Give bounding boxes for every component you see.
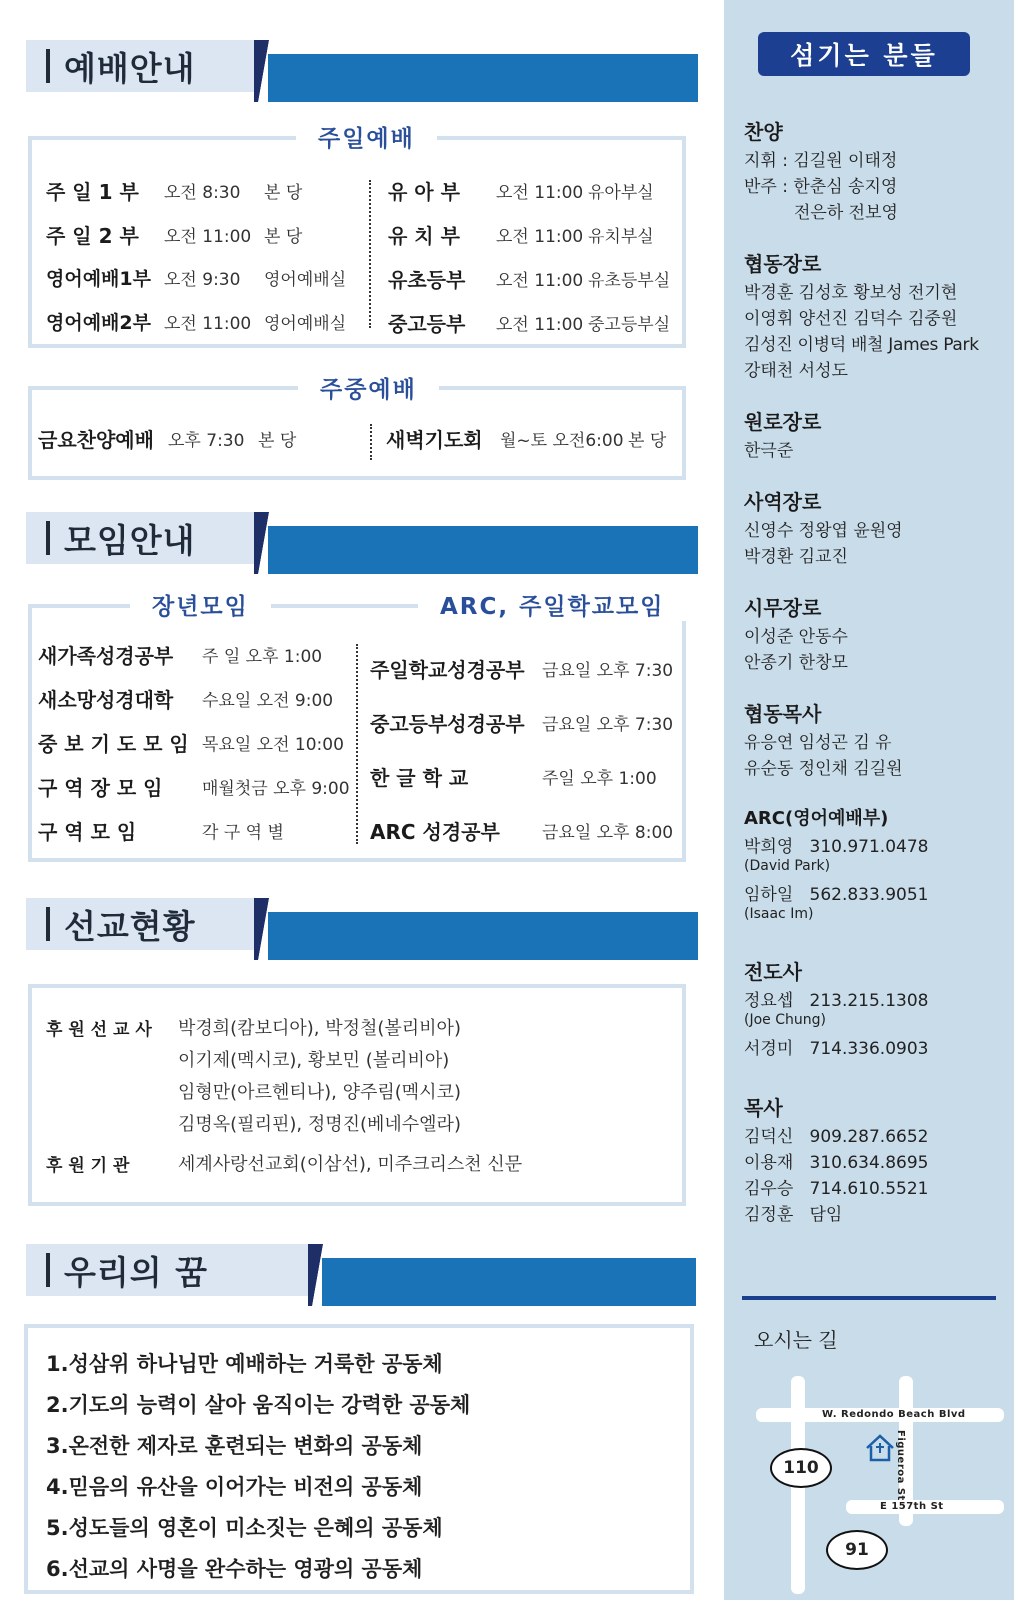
sunday-row-6: 유 치 부 오전 11:00 유치부실: [388, 224, 654, 248]
dream-item-1: 1.성삼위 하나님만 예배하는 거룩한 공동체: [46, 1352, 443, 1376]
evangelist-1-en: (Joe Chung): [744, 1012, 826, 1028]
praise-line-2: 반주 : 한춘심 송지영: [744, 177, 898, 197]
evangelist-2: 서경미 714.336.0903: [744, 1039, 929, 1059]
ministry-line: 신영수 정왕엽 윤원영: [744, 521, 903, 541]
servers-title: 섬기는 분들: [758, 32, 970, 76]
dream-box: [24, 1324, 694, 1594]
meeting-header-text: 모임안내: [64, 520, 196, 560]
ministry-line: 박경환 김교진: [744, 547, 848, 567]
dream-item-3: 3.온전한 제자로 훈련되는 변화의 공동체: [46, 1434, 423, 1458]
coop-pastor-line: 유응연 임성곤 김 유: [744, 733, 892, 753]
highway-91-marker: 91: [826, 1530, 888, 1570]
evangelist-heading: 전도사: [744, 960, 802, 984]
meeting-left-1: 새가족성경공부 주 일 오후 1:00: [38, 644, 323, 668]
meeting-section-header: [26, 512, 698, 574]
office-line: 안종기 한창모: [744, 653, 848, 673]
weekday-row-1: 금요찬양예배 오후 7:30 본 당: [38, 428, 297, 452]
servers-sidebar: [724, 0, 1014, 1600]
coop-elders-line: 이영휘 양선진 김덕수 김중원: [744, 309, 958, 329]
meeting-left-3: 중 보 기 도 모 임 목요일 오전 10:00: [38, 732, 344, 756]
dream-item-6: 6.선교의 사명을 완수하는 영광의 공동체: [46, 1557, 423, 1581]
road-label-figueroa: Figueroa St: [895, 1430, 906, 1501]
sunday-row-7: 유초등부 오전 11:00 유초등부실: [388, 268, 671, 292]
meeting-left-2: 새소망성경대학 수요일 오전 9:00: [38, 688, 334, 712]
pastor-1: 김덕신 909.287.6652: [744, 1127, 929, 1147]
meeting-left-5: 구 역 모 임 각 구 역 별: [38, 820, 284, 844]
dream-item-2: 2.기도의 능력이 살아 움직이는 강력한 공동체: [46, 1393, 471, 1417]
directions-title: 오시는 길: [754, 1328, 838, 1352]
sunday-row-4: 영어예배2부 오전 11:00 영어예배실: [46, 312, 347, 334]
sunday-row-1: 주 일 1 부 오전 8:30 본 당: [46, 180, 303, 204]
arc-heading: ARC(영어예배부): [744, 808, 889, 829]
missionary-line-2: 이기제(멕시코), 황보민 (볼리비아): [178, 1050, 450, 1071]
support-org-row: 후 원 기 관 세계사랑선교회(이삼선), 미주크리스천 신문: [46, 1154, 523, 1176]
sidebar-divider: [742, 1296, 996, 1300]
mission-section-header: [26, 898, 698, 960]
weekday-worship-title: 주중예배: [298, 371, 439, 404]
meeting-left-4: 구 역 장 모 임 매월첫금 오후 9:00: [38, 776, 350, 800]
meeting-right-1: 주일학교성경공부 금요일 오후 7:30: [370, 658, 674, 682]
missionary-label: 후 원 선 교 사 박경희(캄보디아), 박정철(볼리비아): [46, 1018, 461, 1040]
evangelist-1: 정요셉 213.215.1308: [744, 991, 929, 1011]
sunday-worship-title: 주일예배: [296, 120, 437, 153]
adult-meeting-title: 장년모임: [130, 588, 271, 621]
mission-header-text: 선교현황: [64, 906, 196, 946]
dream-section-header: [26, 1244, 696, 1306]
coop-elders-line: 김성진 이병덕 배철 James Park: [744, 335, 979, 355]
arc-person-1: 박희영 310.971.0478: [744, 837, 929, 857]
meeting-right-2: 중고등부성경공부 금요일 오후 7:30: [370, 712, 674, 736]
missionary-line-4: 김명옥(필리핀), 정명진(베네수엘라): [178, 1114, 461, 1135]
pastor-4: 김정훈 담임: [744, 1205, 843, 1225]
praise-heading: 찬양: [744, 120, 783, 144]
arc-person-1-en: (David Park): [744, 858, 831, 874]
school-meeting-title: ARC, 주일학교모임: [418, 588, 686, 621]
sunday-row-5: 유 아 부 오전 11:00 유아부실: [388, 180, 654, 204]
church-icon: [864, 1432, 896, 1464]
pastor-3: 김우승 714.610.5521: [744, 1179, 929, 1199]
office-heading: 시무장로: [744, 596, 822, 620]
pastor-heading: 목사: [744, 1096, 783, 1120]
coop-pastor-heading: 협동목사: [744, 702, 822, 726]
dream-item-5: 5.성도들의 영혼이 미소짓는 은혜의 공동체: [46, 1516, 443, 1540]
weekday-row-2: 새벽기도회 월~토 오전6:00 본 당: [386, 428, 667, 452]
worship-section-header: [26, 40, 698, 102]
missionary-line-3: 임형만(아르헨티나), 양주림(멕시코): [178, 1082, 461, 1103]
coop-elders-heading: 협동장로: [744, 252, 822, 276]
dream-header-text: 우리의 꿈: [64, 1252, 209, 1292]
meeting-right-4: ARC 성경공부 금요일 오후 8:00: [370, 820, 674, 844]
road-label-redondo: W. Redondo Beach Blvd: [822, 1409, 966, 1420]
meeting-right-3: 한 글 학 교 주일 오후 1:00: [370, 766, 657, 790]
highway-110-marker: 110: [770, 1448, 832, 1488]
sunday-row-2: 주 일 2 부 오전 11:00 본 당: [46, 224, 303, 248]
office-line: 이성준 안동수: [744, 627, 848, 647]
pastor-2: 이용재 310.634.8695: [744, 1153, 929, 1173]
coop-elders-line: 강태천 서성도: [744, 361, 848, 381]
arc-person-2: 임하일 562.833.9051: [744, 885, 929, 905]
sunday-row-3: 영어예배1부 오전 9:30 영어예배실: [46, 268, 347, 290]
emeritus-heading: 원로장로: [744, 410, 822, 434]
ministry-heading: 사역장로: [744, 490, 822, 514]
praise-line-1: 지휘 : 김길원 이태정: [744, 151, 898, 171]
sunday-row-8: 중고등부 오전 11:00 중고등부실: [388, 312, 671, 336]
emeritus-name: 한극준: [744, 441, 794, 461]
praise-line-3: 전은하 전보영: [794, 203, 898, 223]
arc-person-2-en: (Isaac Im): [744, 906, 814, 922]
dream-item-4: 4.믿음의 유산을 이어가는 비전의 공동체: [46, 1475, 423, 1499]
worship-header-text: 예배안내: [64, 48, 196, 88]
coop-elders-line: 박경훈 김성호 황보성 전기현: [744, 283, 958, 303]
road-label-157th: E 157th St: [880, 1501, 944, 1512]
coop-pastor-line: 유순동 정인채 김길원: [744, 759, 903, 779]
